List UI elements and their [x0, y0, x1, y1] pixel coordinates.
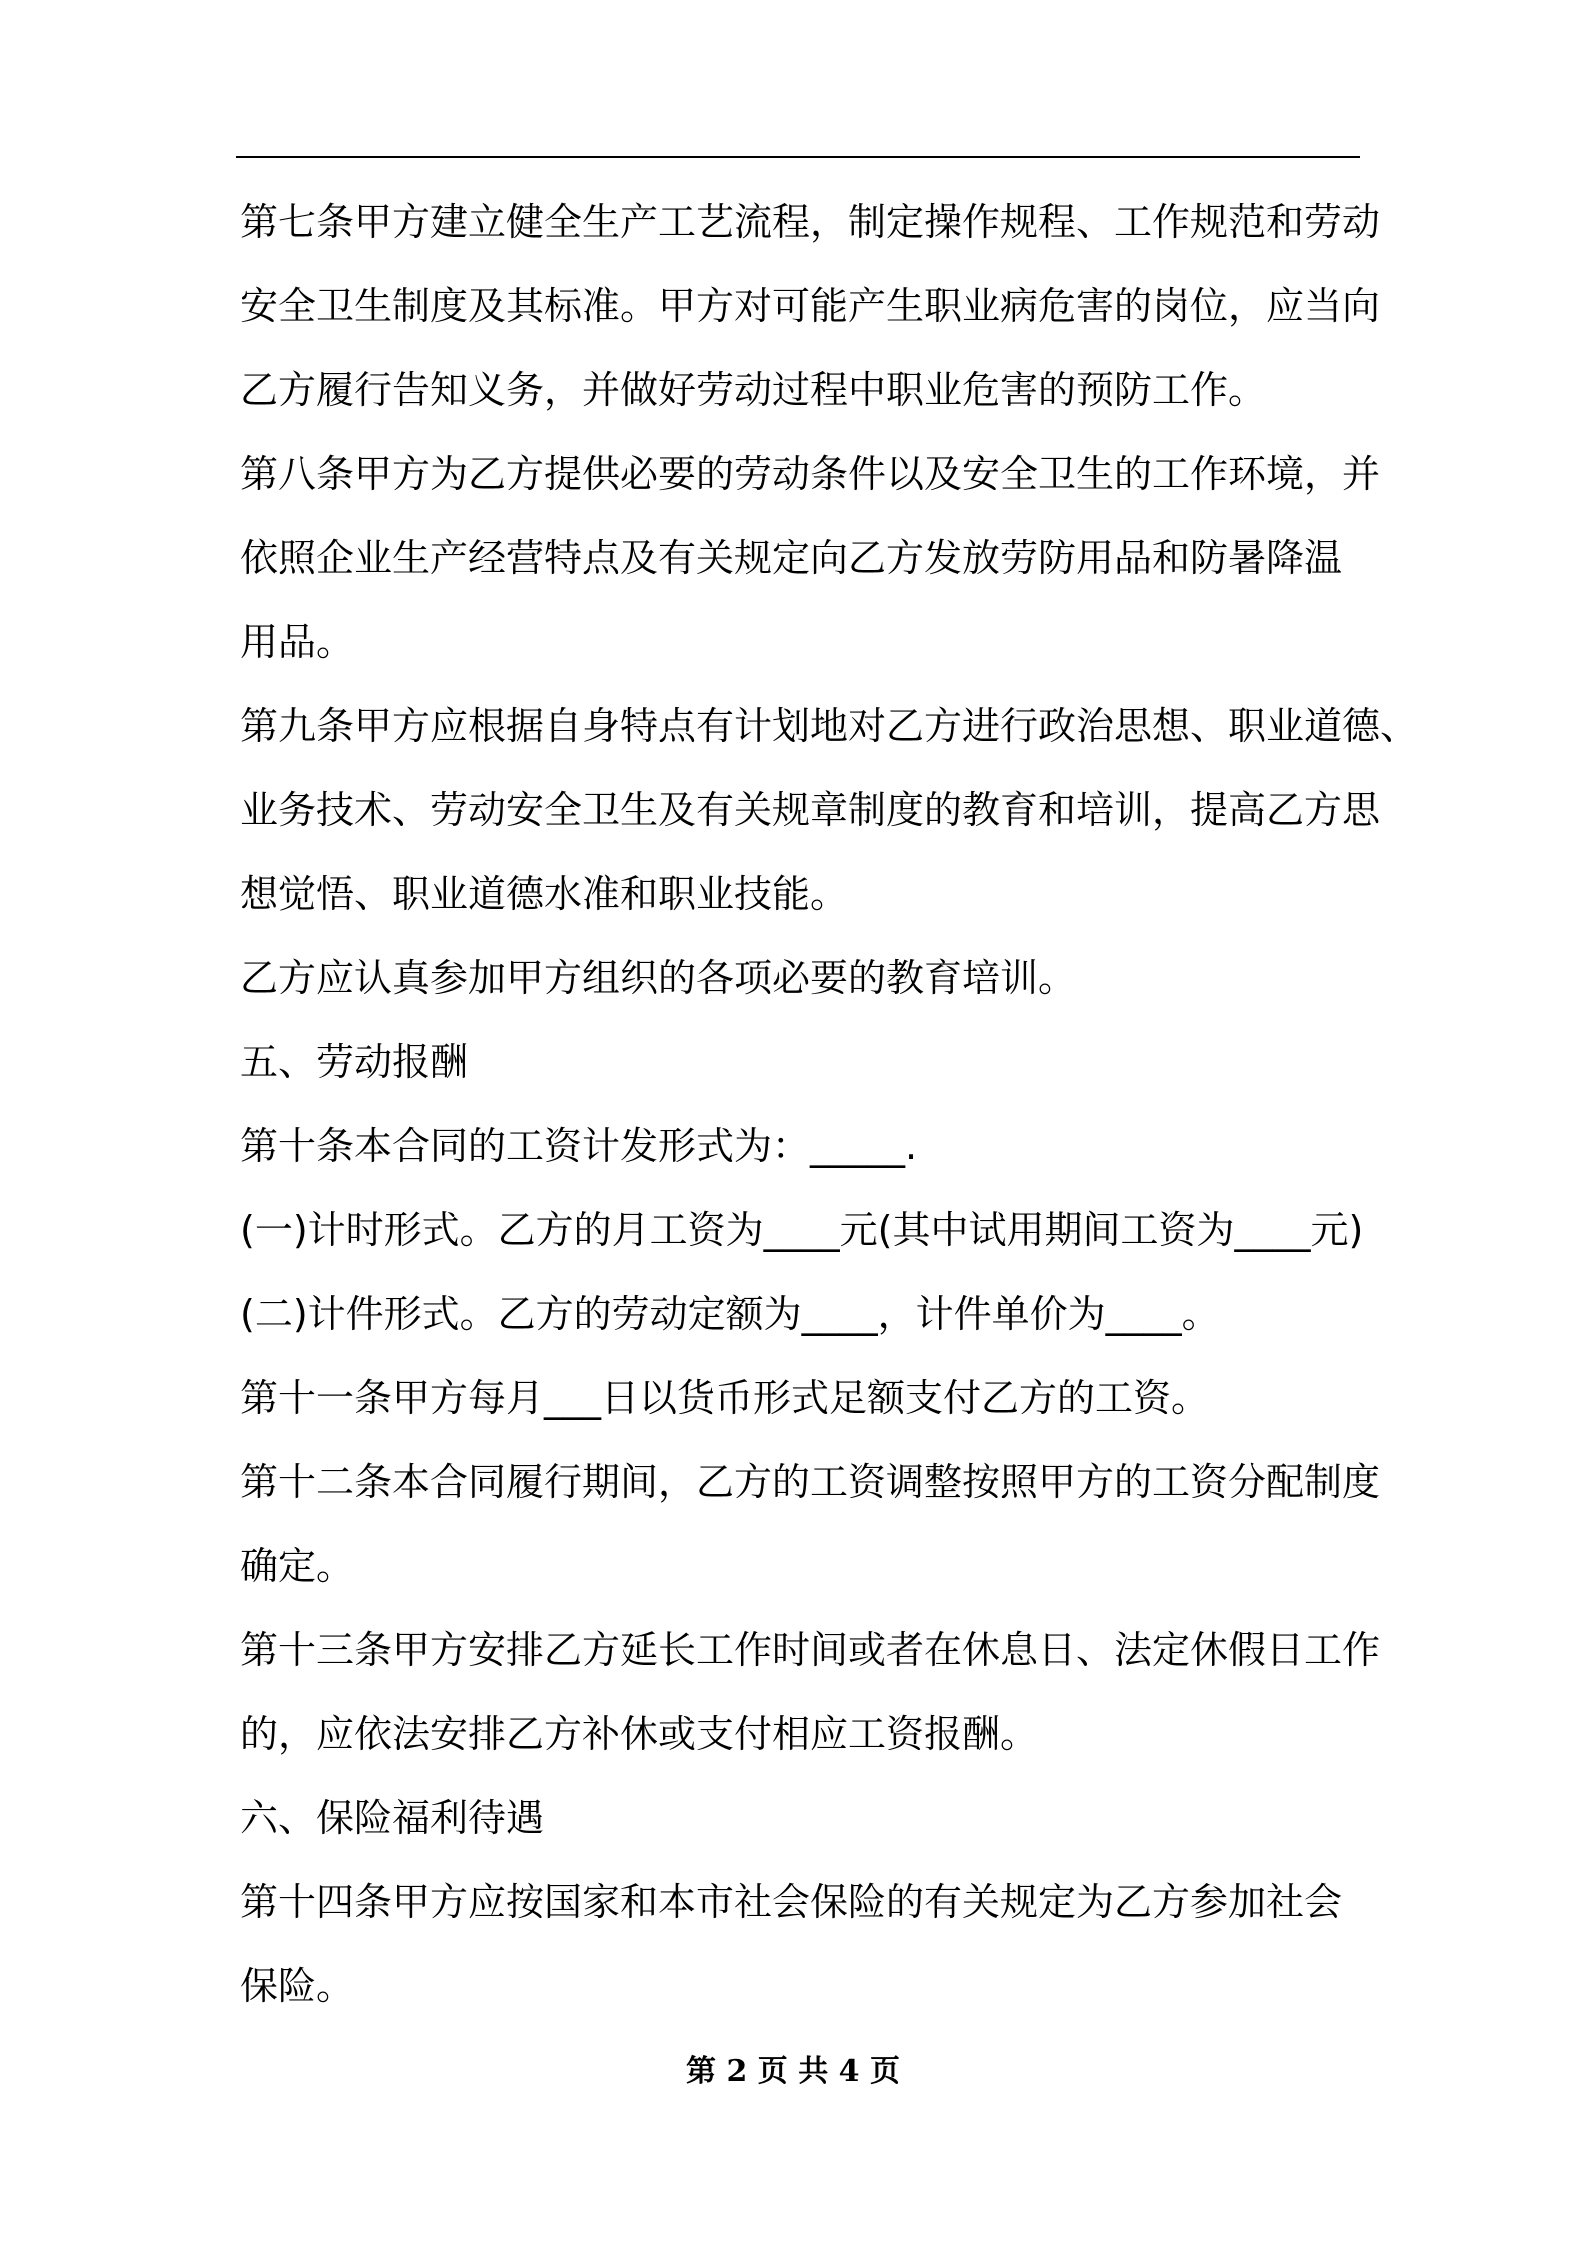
text-line: 依照企业生产经营特点及有关规定向乙方发放劳防用品和防暑降温	[240, 536, 1343, 580]
text-line: (二)计件形式。乙方的劳动定额为____，计件单价为____。	[240, 1292, 1220, 1336]
text-line: 第十一条甲方每月___日以货币形式足额支付乙方的工资。	[240, 1376, 1210, 1420]
text-line: 第十三条甲方安排乙方延长工作时间或者在休息日、法定休假日工作	[240, 1628, 1381, 1672]
text-line: 用品。	[240, 620, 355, 664]
text-line: 业务技术、劳动安全卫生及有关规章制度的教育和培训，提高乙方思	[240, 788, 1381, 832]
page-number-footer: 第 2 页 共 4 页	[686, 2054, 900, 2089]
text-line: 保险。	[240, 1964, 355, 2008]
text-line: 第八条甲方为乙方提供必要的劳动条件以及安全卫生的工作环境，并	[240, 452, 1381, 496]
section-heading: 五、劳动报酬	[240, 1040, 469, 1084]
text-line: 第十二条本合同履行期间，乙方的工资调整按照甲方的工资分配制度	[240, 1460, 1381, 1504]
header-rule	[236, 156, 1360, 158]
text-line: 第七条甲方建立健全生产工艺流程，制定操作规程、工作规范和劳动	[240, 200, 1381, 244]
text-line: (一)计时形式。乙方的月工资为____元(其中试用期间工资为____元)	[240, 1208, 1364, 1252]
text-line: 乙方应认真参加甲方组织的各项必要的教育培训。	[240, 956, 1077, 1000]
text-line: 想觉悟、职业道德水准和职业技能。	[240, 872, 849, 916]
text-line: 安全卫生制度及其标准。甲方对可能产生职业病危害的岗位，应当向	[240, 284, 1381, 328]
text-line: 第九条甲方应根据自身特点有计划地对乙方进行政治思想、职业道德、	[240, 704, 1419, 748]
text-line: 确定。	[240, 1544, 355, 1588]
document-body	[240, 180, 1419, 2028]
text-line: 第十四条甲方应按国家和本市社会保险的有关规定为乙方参加社会	[240, 1880, 1343, 1924]
text-line: 的，应依法安排乙方补休或支付相应工资报酬。	[240, 1712, 1039, 1756]
text-line: 第十条本合同的工资计发形式为：_____.	[240, 1124, 918, 1168]
section-heading: 六、保险福利待遇	[240, 1796, 545, 1840]
text-line: 乙方履行告知义务，并做好劳动过程中职业危害的预防工作。	[240, 368, 1267, 412]
